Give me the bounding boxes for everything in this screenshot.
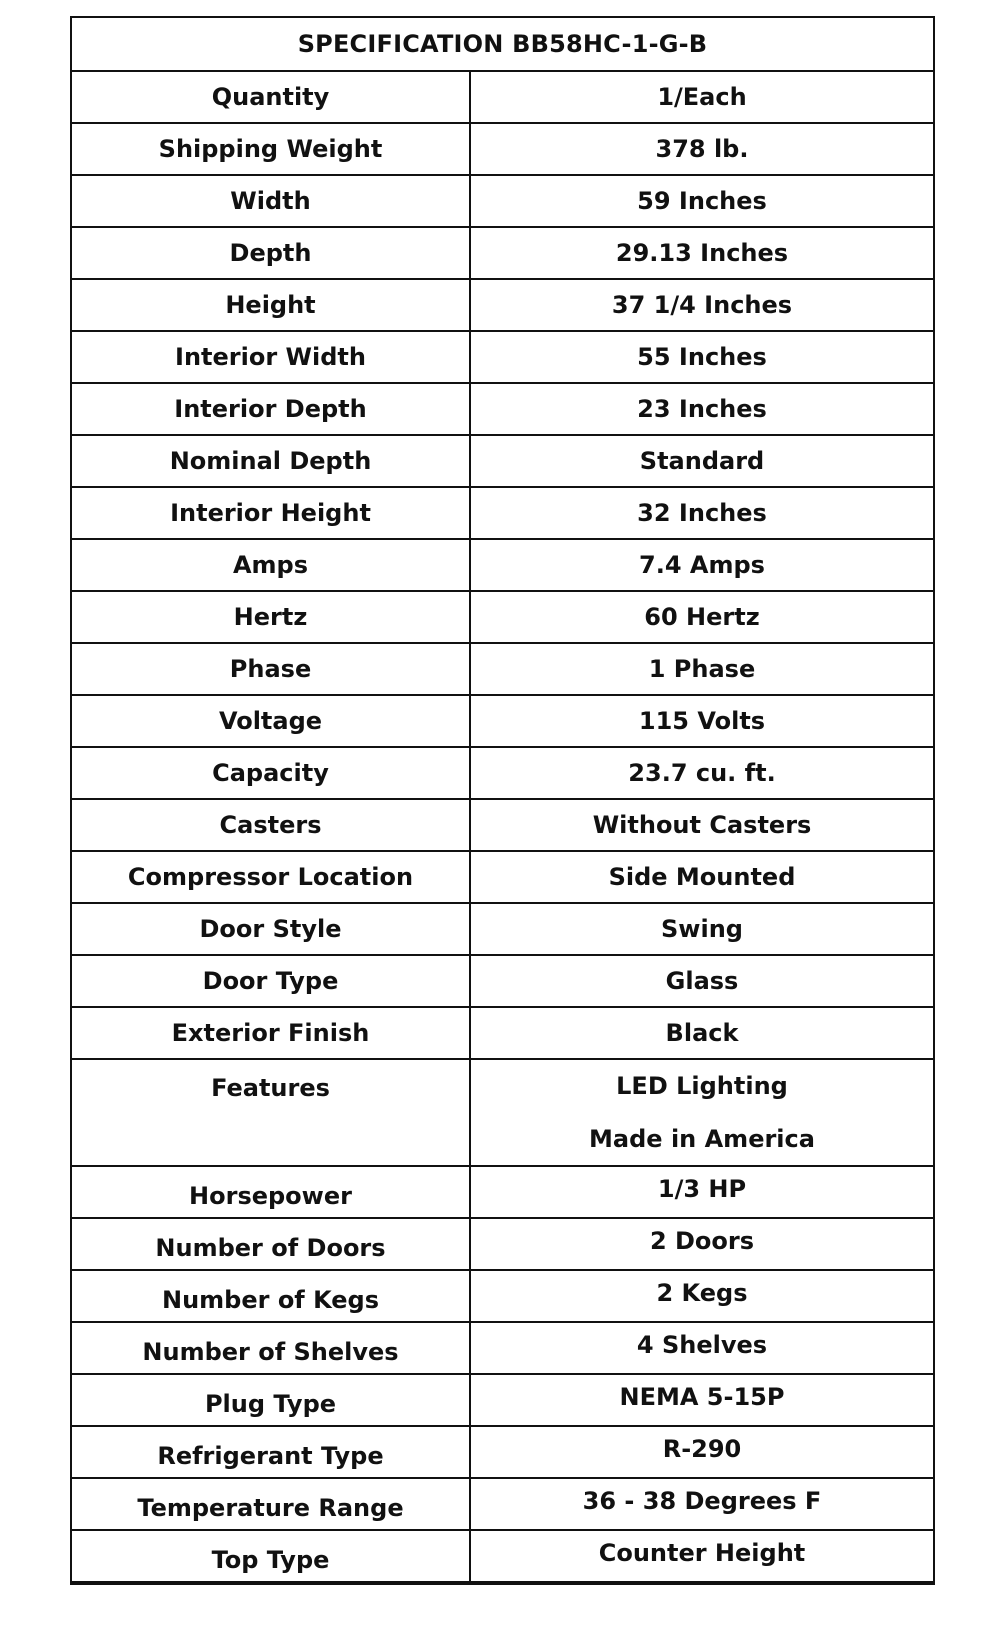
table-row bbox=[72, 1008, 933, 1060]
spec-value: 1/3 HP bbox=[657, 1175, 747, 1203]
spec-value: 115 Volts bbox=[638, 707, 766, 735]
spec-label: Capacity bbox=[72, 748, 471, 798]
table-row bbox=[72, 1531, 933, 1583]
spec-value: 2 Doors bbox=[649, 1227, 755, 1255]
spec-label: Interior Depth bbox=[72, 384, 471, 434]
spec-value: 378 lb. bbox=[655, 135, 749, 163]
table-row bbox=[72, 748, 933, 800]
table-row bbox=[72, 1060, 933, 1167]
spec-value: NEMA 5-15P bbox=[619, 1383, 785, 1411]
spec-label: Phase bbox=[72, 644, 471, 694]
spec-value: Glass bbox=[665, 967, 739, 995]
spec-label: Temperature Range bbox=[72, 1479, 471, 1529]
table-row bbox=[72, 228, 933, 280]
table-row bbox=[72, 1271, 933, 1323]
spec-value: 7.4 Amps bbox=[639, 551, 765, 579]
spec-label: Features bbox=[72, 1060, 471, 1165]
spec-label: Top Type bbox=[72, 1531, 471, 1581]
spec-label: Plug Type bbox=[72, 1375, 471, 1425]
spec-label: Voltage bbox=[72, 696, 471, 746]
table-row bbox=[72, 332, 933, 384]
table-row bbox=[72, 384, 933, 436]
table-row bbox=[72, 1479, 933, 1531]
spec-label: Width bbox=[72, 176, 471, 226]
spec-value: 1 Phase bbox=[648, 655, 756, 683]
table-row bbox=[72, 488, 933, 540]
spec-value: Side Mounted bbox=[608, 863, 796, 891]
spec-value: 37 1/4 Inches bbox=[611, 291, 793, 319]
spec-label: Door Type bbox=[72, 956, 471, 1006]
feature-item: LED Lighting bbox=[616, 1072, 788, 1101]
spec-value: Without Casters bbox=[592, 811, 812, 839]
specification-table bbox=[70, 16, 935, 1585]
table-row bbox=[72, 1167, 933, 1219]
table-row bbox=[72, 124, 933, 176]
spec-label: Exterior Finish bbox=[72, 1008, 471, 1058]
spec-label: Quantity bbox=[72, 72, 471, 122]
spec-value: R-290 bbox=[662, 1435, 742, 1463]
spec-label: Interior Height bbox=[72, 488, 471, 538]
spec-value: 4 Shelves bbox=[636, 1331, 768, 1359]
spec-value: 29.13 Inches bbox=[615, 239, 789, 267]
spec-value bbox=[471, 1060, 933, 1165]
spec-value: 55 Inches bbox=[637, 343, 767, 371]
table-row bbox=[72, 1375, 933, 1427]
spec-label: Number of Doors bbox=[72, 1219, 471, 1269]
table-row bbox=[72, 956, 933, 1008]
table-row bbox=[72, 800, 933, 852]
spec-label: Depth bbox=[72, 228, 471, 278]
table-row bbox=[72, 696, 933, 748]
spec-value: 60 Hertz bbox=[644, 603, 760, 631]
spec-label: Horsepower bbox=[72, 1167, 471, 1217]
spec-label: Number of Shelves bbox=[72, 1323, 471, 1373]
spec-label: Interior Width bbox=[72, 332, 471, 382]
feature-item: Made in America bbox=[589, 1124, 815, 1153]
table-row bbox=[72, 644, 933, 696]
spec-label: Refrigerant Type bbox=[72, 1427, 471, 1477]
spec-label: Compressor Location bbox=[72, 852, 471, 902]
spec-value: 36 - 38 Degrees F bbox=[582, 1487, 822, 1515]
spec-value: Swing bbox=[661, 915, 743, 943]
table-row bbox=[72, 1427, 933, 1479]
spec-value: 2 Kegs bbox=[656, 1279, 748, 1307]
spec-value: Black bbox=[665, 1019, 739, 1047]
spec-label: Amps bbox=[72, 540, 471, 590]
table-row bbox=[72, 852, 933, 904]
spec-value: Standard bbox=[639, 447, 765, 475]
spec-label: Nominal Depth bbox=[72, 436, 471, 486]
table-row bbox=[72, 540, 933, 592]
spec-label: Casters bbox=[72, 800, 471, 850]
spec-label: Door Style bbox=[72, 904, 471, 954]
spec-label: Shipping Weight bbox=[72, 124, 471, 174]
spec-label: Hertz bbox=[72, 592, 471, 642]
spec-value: 23 Inches bbox=[637, 395, 767, 423]
spec-value: 23.7 cu. ft. bbox=[628, 759, 776, 787]
table-row bbox=[72, 592, 933, 644]
spec-value: 1/Each bbox=[657, 83, 747, 111]
table-title: SPECIFICATION BB58HC-1-G-B bbox=[72, 18, 933, 72]
table-row bbox=[72, 436, 933, 488]
spec-value: Counter Height bbox=[598, 1539, 806, 1567]
table-row bbox=[72, 1323, 933, 1375]
table-row bbox=[72, 72, 933, 124]
table-row bbox=[72, 904, 933, 956]
spec-label: Number of Kegs bbox=[72, 1271, 471, 1321]
table-row bbox=[72, 176, 933, 228]
spec-value: 32 Inches bbox=[637, 499, 767, 527]
spec-value: 59 Inches bbox=[637, 187, 767, 215]
table-row bbox=[72, 1219, 933, 1271]
table-row bbox=[72, 280, 933, 332]
spec-label: Height bbox=[72, 280, 471, 330]
